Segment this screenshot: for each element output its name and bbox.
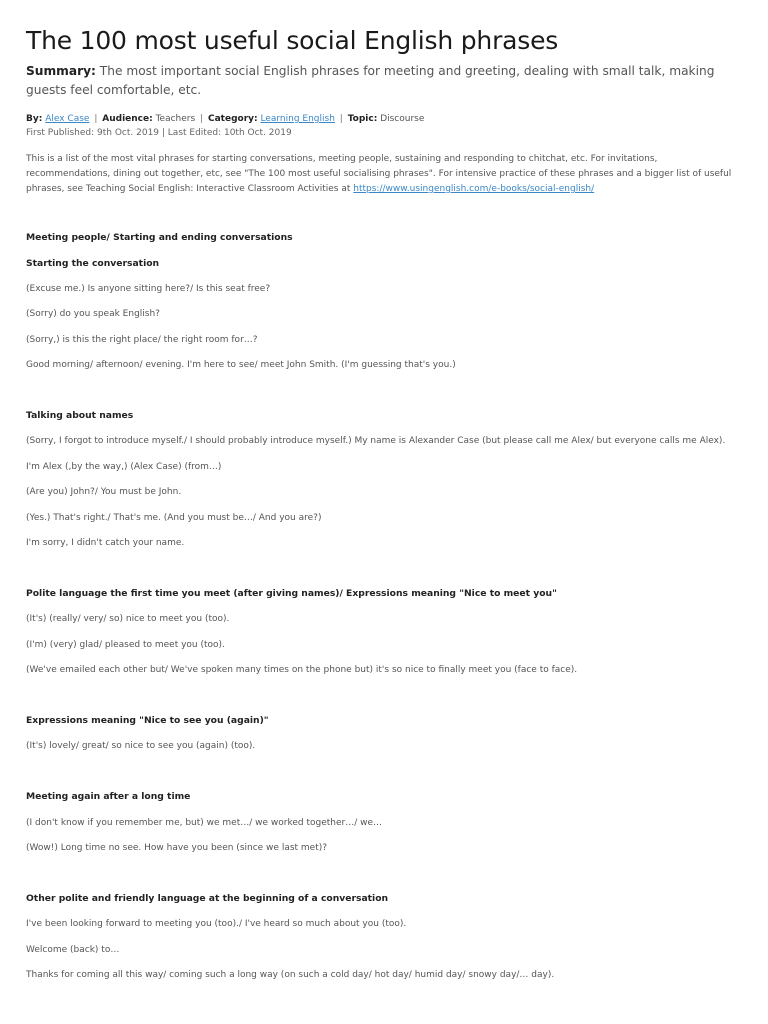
category-label: Category: bbox=[207, 114, 258, 124]
phrase-item: Thanks for coming all this way/ coming such a long way (on such a cold day/ hot day/ humid day/ snowy day/… day). bbox=[26, 970, 555, 980]
audience-label: Audience: bbox=[102, 114, 153, 124]
section-heading: Meeting people/ Starting and ending conversations bbox=[26, 232, 293, 243]
summary bbox=[26, 62, 742, 100]
section-nice-to-see bbox=[26, 714, 742, 728]
section-heading: Starting the conversation bbox=[26, 258, 160, 269]
category-link[interactable]: Learning English bbox=[260, 114, 335, 124]
section-heading: Expressions meaning "Nice to see you (again)" bbox=[26, 715, 269, 726]
intro-paragraph bbox=[26, 152, 742, 197]
page-title: The 100 most useful social English phrases bbox=[26, 26, 559, 55]
ebook-link[interactable]: https://www.usingenglish.com/e-books/social-english/ bbox=[353, 184, 595, 194]
section-long-time bbox=[26, 790, 742, 804]
summary-label: Summary: bbox=[26, 64, 96, 78]
section-other-polite bbox=[26, 892, 742, 906]
phrase-item: (It's) lovely/ great/ so nice to see you (again) (too). bbox=[26, 741, 256, 751]
topic-value: Discourse bbox=[380, 114, 425, 124]
phrase-item: (Sorry) do you speak English? bbox=[26, 309, 160, 319]
phrase-item: Welcome (back) to… bbox=[26, 945, 120, 955]
meta-separator: | bbox=[94, 114, 98, 124]
phrase-item: (I'm) (very) glad/ pleased to meet you (too). bbox=[26, 640, 225, 650]
publish-dates: First Published: 9th Oct. 2019 | Last Edited: 10th Oct. 2019 bbox=[26, 128, 292, 138]
phrase-item: I've been looking forward to meeting you (too)./ I've heard so much about you (too). bbox=[26, 919, 407, 929]
section-heading: Polite language the first time you meet (after giving names)/ Expressions meaning "Nice to meet you" bbox=[26, 588, 557, 599]
by-label: By: bbox=[26, 114, 43, 124]
topic-label: Topic: bbox=[347, 114, 378, 124]
section-names bbox=[26, 409, 742, 423]
summary-text: The most important social English phrases for meeting and greeting, dealing with small talk, making guests feel comfortable, etc. bbox=[26, 64, 715, 97]
section-polite-first bbox=[26, 587, 742, 601]
phrase-item: I'm sorry, I didn't catch your name. bbox=[26, 538, 185, 548]
section-main bbox=[26, 231, 742, 245]
phrase-item: (Wow!) Long time no see. How have you been (since we last met)? bbox=[26, 843, 328, 853]
phrase-item: I'm Alex (,by the way,) (Alex Case) (from…) bbox=[26, 462, 222, 472]
section-heading: Talking about names bbox=[26, 410, 134, 421]
section-heading: Other polite and friendly language at the beginning of a conversation bbox=[26, 893, 389, 904]
audience-value: Teachers bbox=[155, 114, 196, 124]
phrase-item: (Yes.) That's right./ That's me. (And you must be…/ And you are?) bbox=[26, 513, 322, 523]
phrase-item: (It's) (really/ very/ so) nice to meet you (too). bbox=[26, 614, 230, 624]
meta-separator: | bbox=[200, 114, 204, 124]
intro-text: This is a list of the most vital phrases for starting conversations, meeting people, sustaining and responding to chitchat, etc. For invitations, recommendations, dining out together, etc, see "The 100 most useful socialising phrases". For intensive practice of these phrases and a bigger list of useful phrases, see Teaching Social English: Interactive Classroom Activities at bbox=[26, 154, 732, 194]
phrase-item: (Excuse me.) Is anyone sitting here?/ Is this seat free? bbox=[26, 284, 271, 294]
phrase-item: (Sorry, I forgot to introduce myself./ I should probably introduce myself.) My name is Alexander Case (but please call me Alex/ but everyone calls me Alex). bbox=[26, 436, 726, 446]
phrase-item: (Sorry,) is this the right place/ the right room for…? bbox=[26, 335, 258, 345]
phrase-item: (We've emailed each other but/ We've spoken many times on the phone but) it's so nice to finally meet you (face to face). bbox=[26, 665, 578, 675]
phrase-item: (Are you) John?/ You must be John. bbox=[26, 487, 182, 497]
section-starting bbox=[26, 257, 742, 271]
article-meta bbox=[26, 112, 742, 126]
section-heading: Meeting again after a long time bbox=[26, 791, 191, 802]
phrase-item: Good morning/ afternoon/ evening. I'm here to see/ meet John Smith. (I'm guessing that's you.) bbox=[26, 360, 456, 370]
author-link[interactable]: Alex Case bbox=[45, 114, 90, 124]
meta-separator: | bbox=[339, 114, 343, 124]
phrase-item: (I don't know if you remember me, but) we met…/ we worked together…/ we… bbox=[26, 818, 383, 828]
